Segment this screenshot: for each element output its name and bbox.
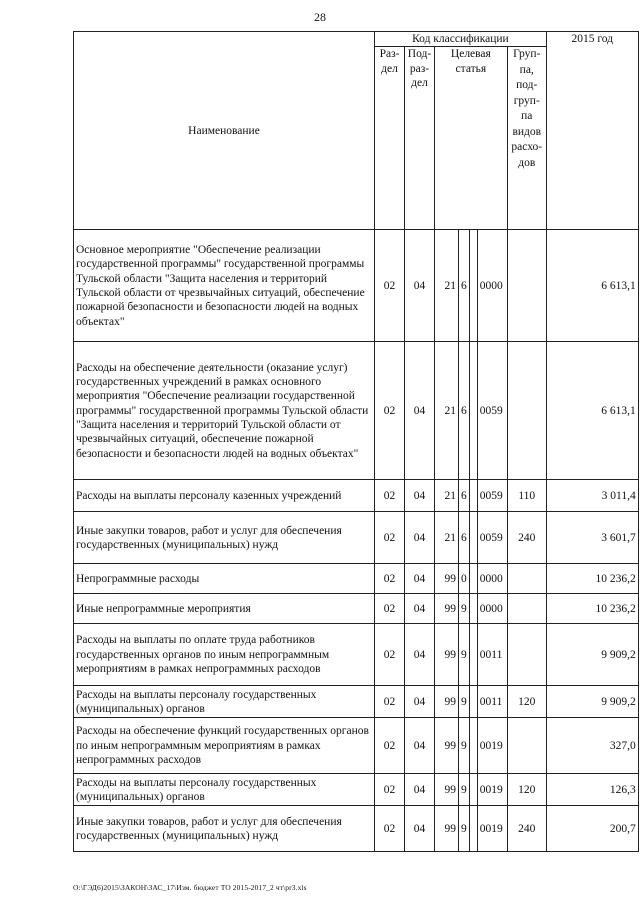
row-amount: 327,0 xyxy=(546,718,638,774)
header-celevaya-statya: Целевая статья xyxy=(435,47,508,230)
row-amount: 10 236,2 xyxy=(546,594,638,624)
row-razdel: 02 xyxy=(375,686,405,718)
row-celevaya-part4: 0000 xyxy=(477,230,507,342)
table-body xyxy=(74,230,639,852)
row-vid-rashodov: 240 xyxy=(507,806,546,852)
row-celevaya-part4: 0019 xyxy=(477,718,507,774)
row-name: Иные непрограммные мероприятия xyxy=(74,594,375,624)
row-celevaya-part2: 6 xyxy=(459,512,470,564)
row-name: Расходы на выплаты персоналу казенных учреждений xyxy=(74,480,375,512)
row-celevaya-part1: 99 xyxy=(435,564,459,594)
table-row xyxy=(74,624,639,686)
row-celevaya-part1: 99 xyxy=(435,594,459,624)
row-celevaya-part4: 0059 xyxy=(477,480,507,512)
table-row xyxy=(74,806,639,852)
row-celevaya-part2: 9 xyxy=(459,624,470,686)
row-podrazdel: 04 xyxy=(405,624,435,686)
row-podrazdel: 04 xyxy=(405,342,435,480)
row-celevaya-part3 xyxy=(469,686,477,718)
row-name: Иные закупки товаров, работ и услуг для обеспечения государственных (муниципальных) нужд xyxy=(74,806,375,852)
row-vid-rashodov: 120 xyxy=(507,686,546,718)
row-name: Расходы на выплаты персоналу государственных (муниципальных) органов xyxy=(74,686,375,718)
row-razdel: 02 xyxy=(375,594,405,624)
row-vid-rashodov xyxy=(507,342,546,480)
row-celevaya-part2: 9 xyxy=(459,806,470,852)
row-celevaya-part4: 0000 xyxy=(477,594,507,624)
row-podrazdel: 04 xyxy=(405,806,435,852)
row-celevaya-part1: 21 xyxy=(435,230,459,342)
row-celevaya-part4: 0011 xyxy=(477,624,507,686)
row-name: Непрограммные расходы xyxy=(74,564,375,594)
table-row xyxy=(74,774,639,806)
row-celevaya-part1: 21 xyxy=(435,480,459,512)
row-celevaya-part2: 6 xyxy=(459,480,470,512)
row-celevaya-part3 xyxy=(469,230,477,342)
row-celevaya-part1: 21 xyxy=(435,342,459,480)
row-celevaya-part1: 99 xyxy=(435,624,459,686)
row-razdel: 02 xyxy=(375,342,405,480)
footer-file-path: O:\ГЭД6)2015\ЗАКОН\ЗАС_17\Изм. бюджет ТО 2015-2017_2 чт\pr3.xls xyxy=(73,883,307,892)
table-row xyxy=(74,480,639,512)
row-amount: 3 011,4 xyxy=(546,480,638,512)
row-celevaya-part2: 9 xyxy=(459,686,470,718)
row-amount: 6 613,1 xyxy=(546,342,638,480)
row-name: Расходы на выплаты персоналу государственных (муниципальных) органов xyxy=(74,774,375,806)
row-razdel: 02 xyxy=(375,564,405,594)
row-name: Расходы на выплаты по оплате труда работников государственных органов по иным непрограммным мероприятиям в рамках непрограммных расходов xyxy=(74,624,375,686)
row-celevaya-part1: 21 xyxy=(435,512,459,564)
row-name: Расходы на обеспечение функций государственных органов по иным непрограммным мероприятиям в рамках непрограммных расходов xyxy=(74,718,375,774)
row-name: Основное мероприятие "Обеспечение реализации государственной программы" государственной программы Тульской области "Защита населения и территорий Тульской области от чрезвычайных ситуаций, обеспечение пожарной безопасности и безопасности людей на водных объектах" xyxy=(74,230,375,342)
header-razdel: Раз- дел xyxy=(375,47,405,230)
row-celevaya-part1: 99 xyxy=(435,686,459,718)
header-year: 2015 год xyxy=(546,32,638,230)
row-name: Иные закупки товаров, работ и услуг для обеспечения государственных (муниципальных) нужд xyxy=(74,512,375,564)
row-vid-rashodov xyxy=(507,594,546,624)
row-vid-rashodov: 240 xyxy=(507,512,546,564)
header-vid-rashodov: Груп- па, под- груп- па видов расхо- дов xyxy=(507,47,546,230)
row-celevaya-part2: 0 xyxy=(459,564,470,594)
row-celevaya-part3 xyxy=(469,718,477,774)
row-vid-rashodov xyxy=(507,230,546,342)
row-amount: 200,7 xyxy=(546,806,638,852)
row-vid-rashodov: 120 xyxy=(507,774,546,806)
row-vid-rashodov xyxy=(507,564,546,594)
row-amount: 9 909,2 xyxy=(546,686,638,718)
row-razdel: 02 xyxy=(375,624,405,686)
row-amount: 6 613,1 xyxy=(546,230,638,342)
budget-table xyxy=(73,31,639,852)
row-celevaya-part4: 0059 xyxy=(477,512,507,564)
row-podrazdel: 04 xyxy=(405,564,435,594)
row-celevaya-part4: 0011 xyxy=(477,686,507,718)
table-header xyxy=(74,32,639,230)
table-row xyxy=(74,594,639,624)
row-razdel: 02 xyxy=(375,806,405,852)
row-podrazdel: 04 xyxy=(405,718,435,774)
row-podrazdel: 04 xyxy=(405,480,435,512)
table-row xyxy=(74,686,639,718)
row-celevaya-part2: 9 xyxy=(459,718,470,774)
row-podrazdel: 04 xyxy=(405,686,435,718)
row-celevaya-part2: 6 xyxy=(459,230,470,342)
row-razdel: 02 xyxy=(375,512,405,564)
row-celevaya-part2: 6 xyxy=(459,342,470,480)
row-podrazdel: 04 xyxy=(405,230,435,342)
row-razdel: 02 xyxy=(375,718,405,774)
row-celevaya-part4: 0000 xyxy=(477,564,507,594)
row-celevaya-part3 xyxy=(469,480,477,512)
row-amount: 3 601,7 xyxy=(546,512,638,564)
row-celevaya-part3 xyxy=(469,806,477,852)
row-celevaya-part4: 0019 xyxy=(477,774,507,806)
table-row xyxy=(74,512,639,564)
row-celevaya-part4: 0059 xyxy=(477,342,507,480)
row-razdel: 02 xyxy=(375,774,405,806)
header-kod-classification: Код классификации xyxy=(375,32,547,47)
row-celevaya-part3 xyxy=(469,512,477,564)
row-podrazdel: 04 xyxy=(405,594,435,624)
header-podrazdel: Под- раз- дел xyxy=(405,47,435,230)
row-razdel: 02 xyxy=(375,230,405,342)
row-vid-rashodov xyxy=(507,624,546,686)
row-podrazdel: 04 xyxy=(405,774,435,806)
row-vid-rashodov: 110 xyxy=(507,480,546,512)
table-row xyxy=(74,342,639,480)
table-row xyxy=(74,230,639,342)
table-row xyxy=(74,718,639,774)
header-name: Наименование xyxy=(74,32,375,230)
row-celevaya-part3 xyxy=(469,564,477,594)
row-razdel: 02 xyxy=(375,480,405,512)
row-celevaya-part1: 99 xyxy=(435,718,459,774)
row-celevaya-part3 xyxy=(469,342,477,480)
table-row xyxy=(74,564,639,594)
row-vid-rashodov xyxy=(507,718,546,774)
row-celevaya-part2: 9 xyxy=(459,774,470,806)
row-podrazdel: 04 xyxy=(405,512,435,564)
row-amount: 126,3 xyxy=(546,774,638,806)
row-amount: 10 236,2 xyxy=(546,564,638,594)
row-name: Расходы на обеспечение деятельности (оказание услуг) государственных учреждений в рамках основного мероприятия "Обеспечение реализации государственной программы" государственной программы Тульской области "Защита населения и территорий Тульской области от чрезвычайных ситуаций, обеспечение пожарной безопасности и безопасности людей на водных объектах" xyxy=(74,342,375,480)
row-celevaya-part4: 0019 xyxy=(477,806,507,852)
row-celevaya-part1: 99 xyxy=(435,774,459,806)
row-celevaya-part3 xyxy=(469,594,477,624)
page-number: 28 xyxy=(314,10,326,24)
row-amount: 9 909,2 xyxy=(546,624,638,686)
row-celevaya-part3 xyxy=(469,624,477,686)
row-celevaya-part1: 99 xyxy=(435,806,459,852)
row-celevaya-part3 xyxy=(469,774,477,806)
row-celevaya-part2: 9 xyxy=(459,594,470,624)
